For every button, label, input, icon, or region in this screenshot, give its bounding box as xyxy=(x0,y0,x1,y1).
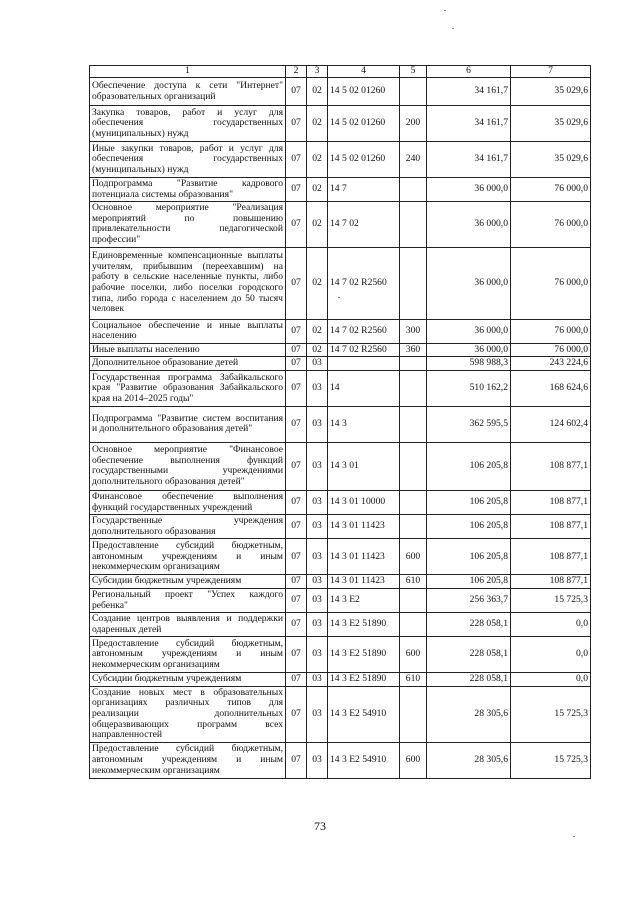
cell-section: 07 xyxy=(286,539,307,575)
budget-table xyxy=(89,65,591,779)
cell-name: Подпрограмма "Развитие кадрового потенциала системы образования" xyxy=(90,178,286,202)
cell-section: 07 xyxy=(286,106,307,142)
cell-amount-2: 15 725,3 xyxy=(511,742,591,778)
cell-target-code: 14 3 E2 54910 xyxy=(328,686,400,742)
cell-section: 07 xyxy=(286,515,307,539)
cell-expense-type xyxy=(400,686,427,742)
cell-amount-2: 124 602,4 xyxy=(511,406,591,442)
cell-section: 07 xyxy=(286,202,307,247)
cell-amount-2: 76 000,0 xyxy=(511,343,591,357)
cell-amount-1: 106 205,8 xyxy=(427,515,511,539)
cell-section: 07 xyxy=(286,178,307,202)
table-row xyxy=(90,106,591,142)
cell-expense-type xyxy=(400,202,427,247)
cell-expense-type xyxy=(400,588,427,612)
cell-name: Предоставление субсидий бюджетным, автономным учреждениям и иным некоммерческим организациям xyxy=(90,637,286,673)
table-row xyxy=(90,742,591,778)
cell-target-code: 14 5 02 01260 xyxy=(328,142,400,178)
cell-amount-2: 168 624,6 xyxy=(511,370,591,406)
cell-amount-2: 15 725,3 xyxy=(511,588,591,612)
cell-target-code: 14 3 01 11423 xyxy=(328,575,400,589)
cell-amount-1: 228 058,1 xyxy=(427,673,511,687)
cell-name: Единовременные компенсационные выплаты учителям, прибывшим (переехавшим) на работу в сельские населенные пункты, либо рабочие поселки, либо поселки городского типа, либо города с населением до 50 тысяч человек xyxy=(90,247,286,319)
table-row xyxy=(90,490,591,514)
cell-subsection: 02 xyxy=(307,343,328,357)
cell-amount-1: 36 000,0 xyxy=(427,343,511,357)
cell-amount-2: 76 000,0 xyxy=(511,202,591,247)
cell-target-code: 14 3 01 11423 xyxy=(328,515,400,539)
table-row xyxy=(90,442,591,490)
cell-expense-type: 240 xyxy=(400,142,427,178)
cell-amount-2: 243 224,6 xyxy=(511,357,591,371)
cell-subsection: 03 xyxy=(307,370,328,406)
cell-subsection: 03 xyxy=(307,575,328,589)
cell-section: 07 xyxy=(286,406,307,442)
cell-expense-type xyxy=(400,370,427,406)
cell-subsection: 03 xyxy=(307,406,328,442)
cell-amount-1: 28 305,6 xyxy=(427,742,511,778)
cell-amount-1: 598 988,3 xyxy=(427,357,511,371)
cell-amount-2: 108 877,1 xyxy=(511,442,591,490)
cell-name: Предоставление субсидий бюджетным, автономным учреждениям и иным некоммерческим организациям xyxy=(90,539,286,575)
cell-subsection: 03 xyxy=(307,673,328,687)
cell-expense-type xyxy=(400,247,427,319)
cell-expense-type xyxy=(400,406,427,442)
cell-section: 07 xyxy=(286,78,307,106)
cell-amount-1: 28 305,6 xyxy=(427,686,511,742)
header-col-7: 7 xyxy=(511,66,591,78)
cell-target-code: 14 7 02 R2560 xyxy=(328,247,400,319)
cell-expense-type: 600 xyxy=(400,637,427,673)
table-row xyxy=(90,637,591,673)
cell-section: 07 xyxy=(286,490,307,514)
cell-subsection: 02 xyxy=(307,202,328,247)
scan-speck xyxy=(444,10,446,11)
header-col-6: 6 xyxy=(427,66,511,78)
header-col-3: 3 xyxy=(307,66,328,78)
cell-subsection: 03 xyxy=(307,539,328,575)
cell-subsection: 02 xyxy=(307,106,328,142)
cell-expense-type: 360 xyxy=(400,343,427,357)
cell-expense-type: 300 xyxy=(400,319,427,343)
table-row xyxy=(90,319,591,343)
table-row xyxy=(90,142,591,178)
table-body xyxy=(90,78,591,779)
cell-amount-2: 0,0 xyxy=(511,613,591,637)
cell-subsection: 03 xyxy=(307,490,328,514)
cell-amount-1: 106 205,8 xyxy=(427,575,511,589)
cell-name: Создание новых мест в образовательных организациях различных типов для реализации дополнительных общеразвивающих программ всех направленностей xyxy=(90,686,286,742)
table-row xyxy=(90,78,591,106)
cell-amount-1: 228 058,1 xyxy=(427,637,511,673)
cell-amount-2: 108 877,1 xyxy=(511,575,591,589)
cell-expense-type: 200 xyxy=(400,106,427,142)
table-row xyxy=(90,515,591,539)
table-row xyxy=(90,370,591,406)
cell-expense-type xyxy=(400,357,427,371)
cell-section: 07 xyxy=(286,442,307,490)
cell-amount-2: 0,0 xyxy=(511,673,591,687)
cell-amount-2: 0,0 xyxy=(511,637,591,673)
table-row xyxy=(90,613,591,637)
cell-amount-1: 510 162,2 xyxy=(427,370,511,406)
cell-amount-2: 76 000,0 xyxy=(511,319,591,343)
cell-expense-type xyxy=(400,442,427,490)
cell-name: Обеспечение доступа к сети "Интернет" образовательных организаций xyxy=(90,78,286,106)
cell-section: 07 xyxy=(286,575,307,589)
scan-speck xyxy=(452,28,454,29)
cell-target-code: 14 3 xyxy=(328,406,400,442)
cell-target-code: 14 7 02 xyxy=(328,202,400,247)
table-row xyxy=(90,247,591,319)
table-row xyxy=(90,406,591,442)
cell-section: 07 xyxy=(286,370,307,406)
cell-subsection: 03 xyxy=(307,515,328,539)
cell-amount-1: 34 161,7 xyxy=(427,142,511,178)
cell-subsection: 03 xyxy=(307,442,328,490)
cell-name: Дополнительное образование детей xyxy=(90,357,286,371)
cell-name: Субсидии бюджетным учреждениям xyxy=(90,575,286,589)
table-row xyxy=(90,202,591,247)
cell-expense-type xyxy=(400,613,427,637)
cell-subsection: 03 xyxy=(307,613,328,637)
table-row xyxy=(90,673,591,687)
cell-name: Субсидии бюджетным учреждениям xyxy=(90,673,286,687)
header-col-2: 2 xyxy=(286,66,307,78)
table-row xyxy=(90,343,591,357)
cell-amount-2: 35 029,6 xyxy=(511,142,591,178)
cell-target-code xyxy=(328,357,400,371)
table-row xyxy=(90,588,591,612)
header-col-1: 1 xyxy=(90,66,286,78)
cell-amount-1: 106 205,8 xyxy=(427,490,511,514)
cell-amount-1: 256 363,7 xyxy=(427,588,511,612)
cell-section: 07 xyxy=(286,742,307,778)
cell-target-code: 14 7 02 R2560 xyxy=(328,319,400,343)
cell-section: 07 xyxy=(286,247,307,319)
cell-subsection: 03 xyxy=(307,588,328,612)
cell-name: Создание центров выявления и поддержки одаренных детей xyxy=(90,613,286,637)
cell-expense-type xyxy=(400,490,427,514)
cell-expense-type xyxy=(400,78,427,106)
cell-expense-type: 610 xyxy=(400,575,427,589)
table-row xyxy=(90,686,591,742)
cell-target-code: 14 7 02 R2560 xyxy=(328,343,400,357)
cell-amount-1: 36 000,0 xyxy=(427,247,511,319)
scan-speck xyxy=(573,836,575,837)
cell-amount-2: 108 877,1 xyxy=(511,490,591,514)
cell-amount-1: 36 000,0 xyxy=(427,178,511,202)
cell-section: 07 xyxy=(286,357,307,371)
cell-expense-type xyxy=(400,515,427,539)
table-row xyxy=(90,178,591,202)
cell-name: Социальное обеспечение и иные выплаты населению xyxy=(90,319,286,343)
cell-target-code: 14 3 01 10000 xyxy=(328,490,400,514)
header-col-5: 5 xyxy=(400,66,427,78)
header-col-4: 4 xyxy=(328,66,400,78)
cell-target-code: 14 7 xyxy=(328,178,400,202)
cell-amount-2: 35 029,6 xyxy=(511,78,591,106)
cell-target-code: 14 3 01 11423 xyxy=(328,539,400,575)
cell-expense-type: 610 xyxy=(400,673,427,687)
cell-section: 07 xyxy=(286,686,307,742)
cell-target-code: 14 5 02 01260 xyxy=(328,78,400,106)
cell-name: Подпрограмма "Развитие систем воспитания и дополнительного образования детей" xyxy=(90,406,286,442)
cell-name: Государственная программа Забайкальского края "Развитие образования Забайкальского края на 2014–2025 годы" xyxy=(90,370,286,406)
cell-target-code: 14 xyxy=(328,370,400,406)
cell-expense-type xyxy=(400,178,427,202)
cell-expense-type: 600 xyxy=(400,539,427,575)
cell-section: 07 xyxy=(286,319,307,343)
cell-amount-1: 106 205,8 xyxy=(427,539,511,575)
header-row xyxy=(90,66,591,78)
cell-subsection: 03 xyxy=(307,742,328,778)
table-row xyxy=(90,539,591,575)
cell-section: 07 xyxy=(286,613,307,637)
table-row xyxy=(90,575,591,589)
cell-name: Закупка товаров, работ и услуг для обеспечения государственных (муниципальных) нужд xyxy=(90,106,286,142)
cell-subsection: 03 xyxy=(307,686,328,742)
cell-amount-2: 76 000,0 xyxy=(511,178,591,202)
cell-name: Финансовое обеспечение выполнения функций государственных учреждений xyxy=(90,490,286,514)
cell-name: Основное мероприятие "Реализация мероприятий по повышению привлекательности педагогической профессии" xyxy=(90,202,286,247)
cell-amount-1: 36 000,0 xyxy=(427,202,511,247)
cell-subsection: 02 xyxy=(307,178,328,202)
cell-name: Иные закупки товаров, работ и услуг для обеспечения государственных (муниципальных) нужд xyxy=(90,142,286,178)
cell-amount-1: 228 058,1 xyxy=(427,613,511,637)
cell-section: 07 xyxy=(286,142,307,178)
cell-name: Государственные учреждения дополнительного образования xyxy=(90,515,286,539)
cell-amount-2: 76 000,0 xyxy=(511,247,591,319)
cell-target-code: 14 3 E2 51890 xyxy=(328,613,400,637)
cell-target-code: 14 5 02 01260 xyxy=(328,106,400,142)
cell-target-code: 14 3 E2 xyxy=(328,588,400,612)
cell-amount-1: 36 000,0 xyxy=(427,319,511,343)
cell-amount-1: 34 161,7 xyxy=(427,78,511,106)
cell-target-code: 14 3 E2 51890 xyxy=(328,637,400,673)
cell-subsection: 02 xyxy=(307,78,328,106)
cell-name: Региональный проект "Успех каждого ребенка" xyxy=(90,588,286,612)
cell-expense-type: 600 xyxy=(400,742,427,778)
cell-section: 07 xyxy=(286,343,307,357)
cell-section: 07 xyxy=(286,588,307,612)
cell-target-code: 14 3 01 xyxy=(328,442,400,490)
cell-subsection: 02 xyxy=(307,319,328,343)
cell-section: 07 xyxy=(286,673,307,687)
cell-name: Основное мероприятие "Финансовое обеспечение выполнения функций государственными учреждениями дополнительного образования детей" xyxy=(90,442,286,490)
cell-subsection: 03 xyxy=(307,357,328,371)
cell-subsection: 02 xyxy=(307,142,328,178)
cell-amount-1: 34 161,7 xyxy=(427,106,511,142)
cell-name: Иные выплаты населению xyxy=(90,343,286,357)
page-number: 73 xyxy=(314,819,326,833)
cell-amount-1: 106 205,8 xyxy=(427,442,511,490)
cell-subsection: 02 xyxy=(307,247,328,319)
cell-target-code: 14 3 E2 51890 xyxy=(328,673,400,687)
cell-amount-2: 108 877,1 xyxy=(511,539,591,575)
cell-section: 07 xyxy=(286,637,307,673)
cell-target-code: 14 3 E2 54910 xyxy=(328,742,400,778)
table-row xyxy=(90,357,591,371)
cell-amount-1: 362 595,5 xyxy=(427,406,511,442)
cell-amount-2: 15 725,3 xyxy=(511,686,591,742)
cell-subsection: 03 xyxy=(307,637,328,673)
cell-amount-2: 35 029,6 xyxy=(511,106,591,142)
cell-amount-2: 108 877,1 xyxy=(511,515,591,539)
scan-speck xyxy=(338,297,340,298)
cell-name: Предоставление субсидий бюджетным, автономным учреждениям и иным некоммерческим организациям xyxy=(90,742,286,778)
